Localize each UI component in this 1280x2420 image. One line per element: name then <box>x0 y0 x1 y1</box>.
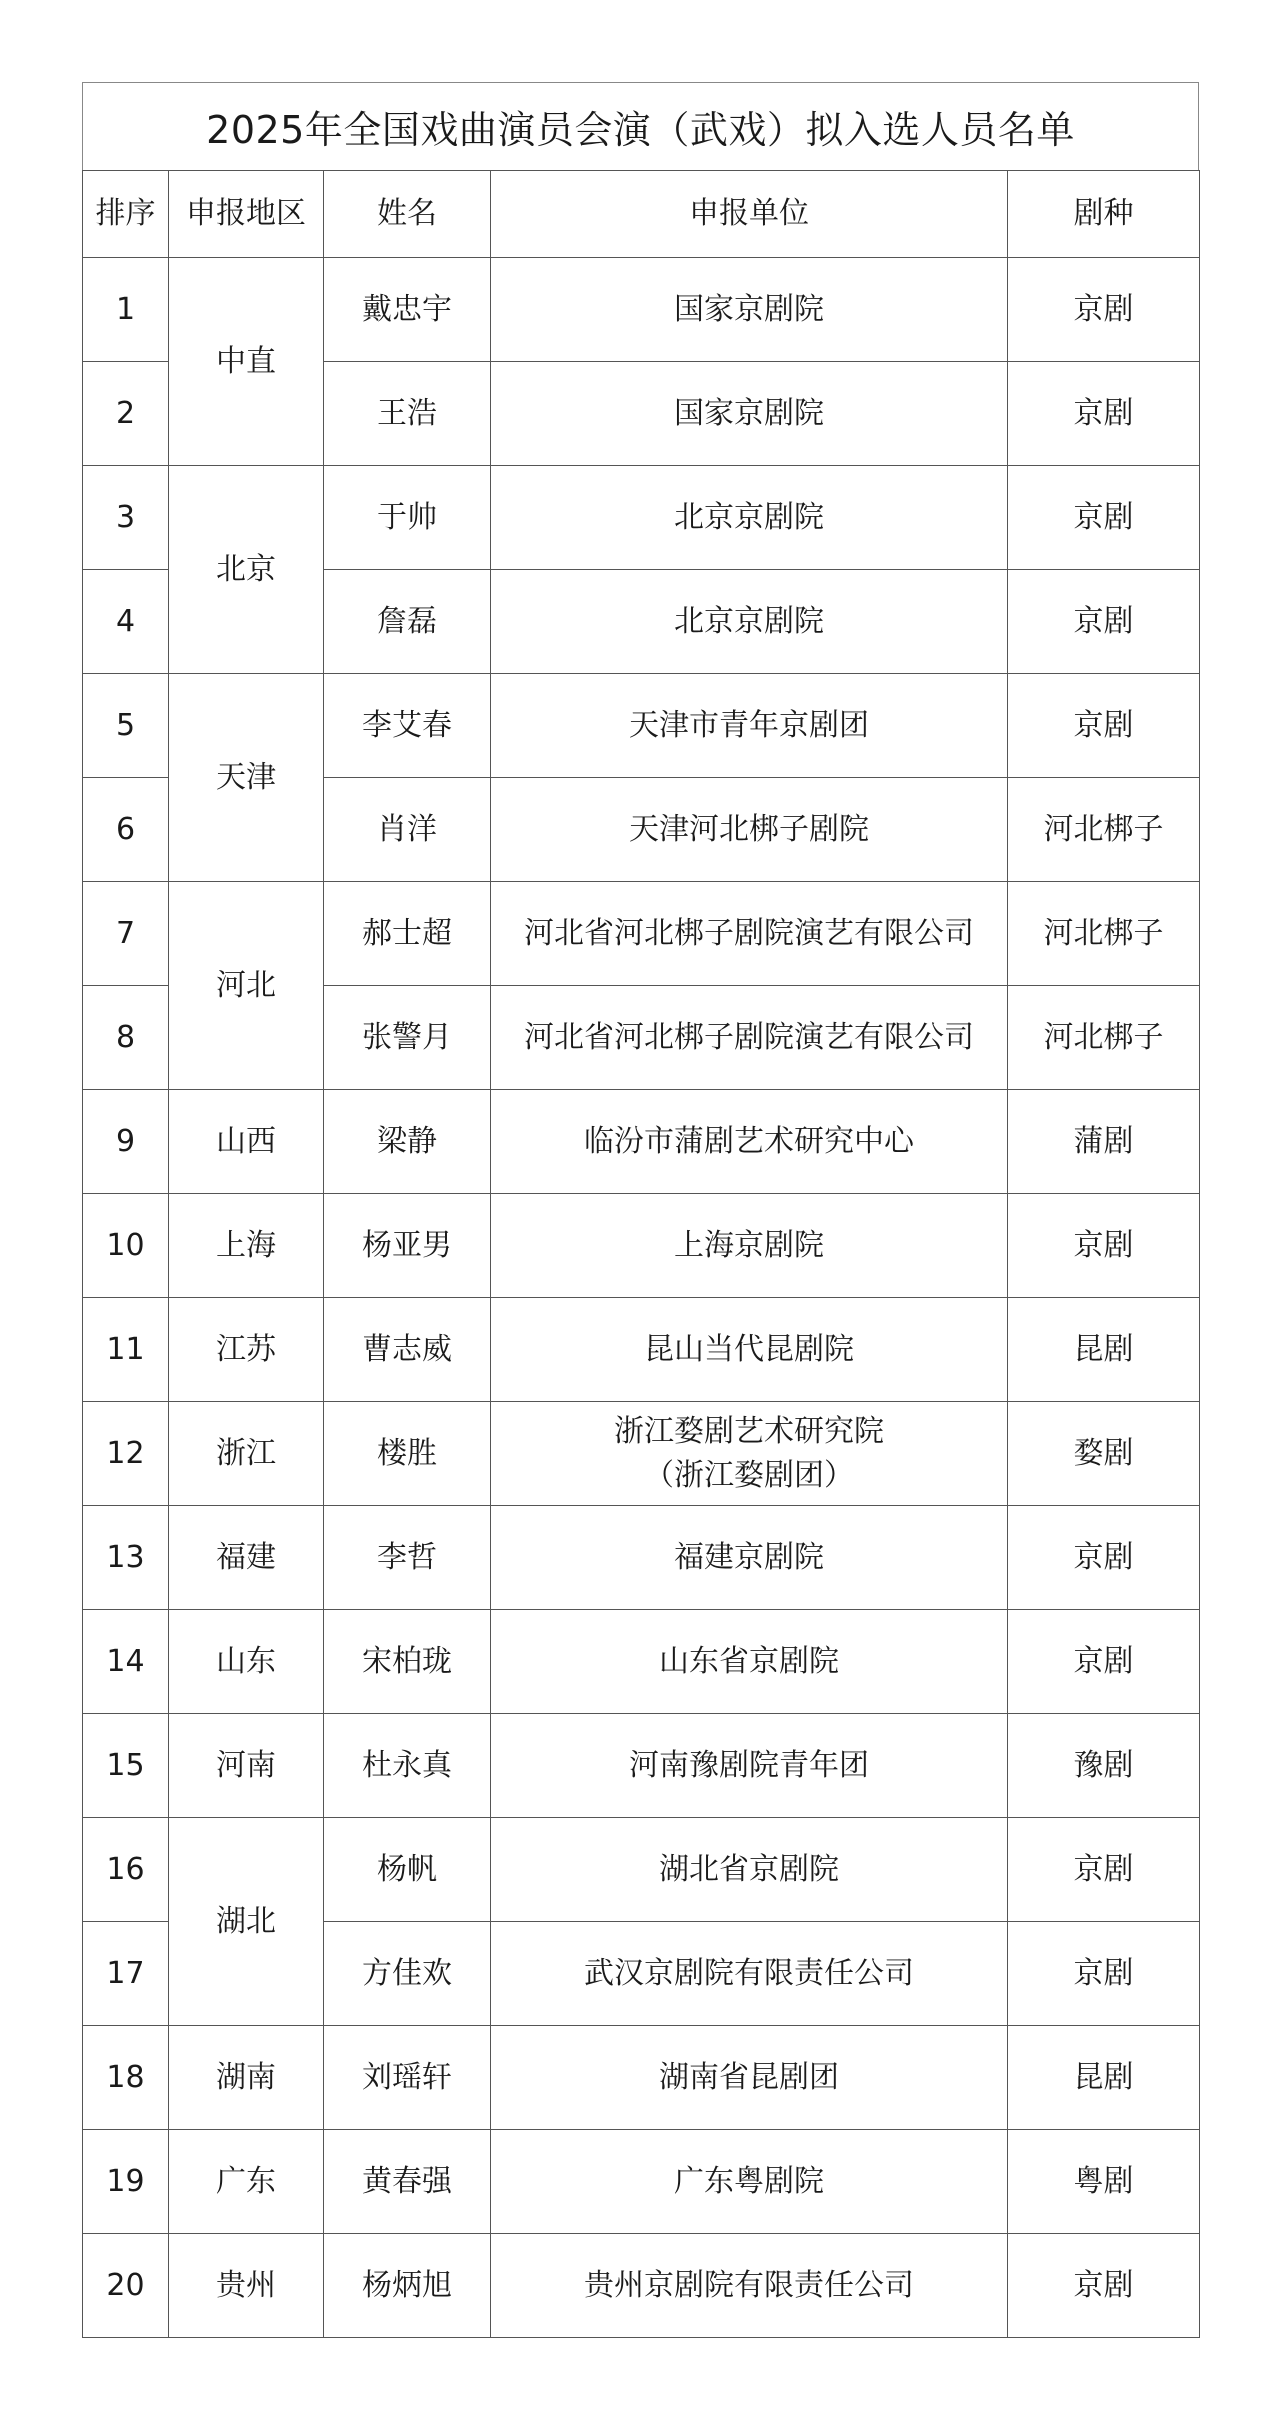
order-cell: 13 <box>83 1506 169 1610</box>
roster-table <box>82 170 1200 2338</box>
unit-cell: 上海京剧院 <box>491 1194 1008 1298</box>
unit-cell: 湖北省京剧院 <box>491 1818 1008 1922</box>
name-cell: 李哲 <box>324 1506 491 1610</box>
genre-cell: 蒲剧 <box>1008 1090 1200 1194</box>
table-row <box>83 882 1200 986</box>
order-cell: 10 <box>83 1194 169 1298</box>
name-cell: 张警月 <box>324 986 491 1090</box>
genre-cell: 昆剧 <box>1008 1298 1200 1402</box>
genre-cell: 京剧 <box>1008 674 1200 778</box>
table-row <box>83 258 1200 362</box>
order-cell: 6 <box>83 778 169 882</box>
region-cell: 湖南 <box>169 2026 324 2130</box>
genre-cell: 婺剧 <box>1008 1402 1200 1506</box>
name-cell: 杨亚男 <box>324 1194 491 1298</box>
unit-cell: 北京京剧院 <box>491 570 1008 674</box>
table-row <box>83 2130 1200 2234</box>
header-name: 姓名 <box>324 171 491 258</box>
genre-cell: 河北梆子 <box>1008 986 1200 1090</box>
name-cell: 楼胜 <box>324 1402 491 1506</box>
genre-cell: 京剧 <box>1008 1506 1200 1610</box>
region-cell: 湖北 <box>169 1818 324 2026</box>
unit-cell: 福建京剧院 <box>491 1506 1008 1610</box>
order-cell: 3 <box>83 466 169 570</box>
genre-cell: 豫剧 <box>1008 1714 1200 1818</box>
region-cell: 浙江 <box>169 1402 324 1506</box>
table-row <box>83 1090 1200 1194</box>
genre-cell: 京剧 <box>1008 258 1200 362</box>
table-row <box>83 1506 1200 1610</box>
name-cell: 杨帆 <box>324 1818 491 1922</box>
unit-cell <box>491 1402 1008 1506</box>
header-unit: 申报单位 <box>491 171 1008 258</box>
region-cell: 天津 <box>169 674 324 882</box>
genre-cell: 京剧 <box>1008 1922 1200 2026</box>
table-row <box>83 1298 1200 1402</box>
order-cell: 11 <box>83 1298 169 1402</box>
order-cell: 8 <box>83 986 169 1090</box>
unit-cell: 河北省河北梆子剧院演艺有限公司 <box>491 986 1008 1090</box>
unit-cell: 临汾市蒲剧艺术研究中心 <box>491 1090 1008 1194</box>
unit-line-2: （浙江婺剧团） <box>644 1457 854 1493</box>
name-cell: 杨炳旭 <box>324 2234 491 2338</box>
order-cell: 16 <box>83 1818 169 1922</box>
genre-cell: 粤剧 <box>1008 2130 1200 2234</box>
genre-cell: 昆剧 <box>1008 2026 1200 2130</box>
order-cell: 4 <box>83 570 169 674</box>
unit-cell: 天津市青年京剧团 <box>491 674 1008 778</box>
unit-cell: 河北省河北梆子剧院演艺有限公司 <box>491 882 1008 986</box>
table-row <box>83 2234 1200 2338</box>
order-cell: 14 <box>83 1610 169 1714</box>
name-cell: 詹磊 <box>324 570 491 674</box>
table-row <box>83 1610 1200 1714</box>
table-row <box>83 2026 1200 2130</box>
unit-cell: 国家京剧院 <box>491 258 1008 362</box>
region-cell: 中直 <box>169 258 324 466</box>
order-cell: 15 <box>83 1714 169 1818</box>
name-cell: 王浩 <box>324 362 491 466</box>
name-cell: 黄春强 <box>324 2130 491 2234</box>
order-cell: 9 <box>83 1090 169 1194</box>
unit-cell: 贵州京剧院有限责任公司 <box>491 2234 1008 2338</box>
name-cell: 于帅 <box>324 466 491 570</box>
document-title: 2025年全国戏曲演员会演（武戏）拟入选人员名单 <box>82 82 1199 170</box>
region-cell: 福建 <box>169 1506 324 1610</box>
unit-cell: 河南豫剧院青年团 <box>491 1714 1008 1818</box>
region-cell: 北京 <box>169 466 324 674</box>
genre-cell: 京剧 <box>1008 362 1200 466</box>
unit-cell: 北京京剧院 <box>491 466 1008 570</box>
name-cell: 曹志威 <box>324 1298 491 1402</box>
region-cell: 上海 <box>169 1194 324 1298</box>
table-row <box>83 674 1200 778</box>
order-cell: 2 <box>83 362 169 466</box>
order-cell: 5 <box>83 674 169 778</box>
table-row <box>83 1194 1200 1298</box>
order-cell: 17 <box>83 1922 169 2026</box>
header-genre: 剧种 <box>1008 171 1200 258</box>
roster-sheet <box>82 82 1199 2338</box>
table-row <box>83 466 1200 570</box>
unit-line-1: 浙江婺剧艺术研究院 <box>614 1414 884 1449</box>
unit-cell: 国家京剧院 <box>491 362 1008 466</box>
unit-cell: 湖南省昆剧团 <box>491 2026 1008 2130</box>
unit-cell: 昆山当代昆剧院 <box>491 1298 1008 1402</box>
unit-cell: 广东粤剧院 <box>491 2130 1008 2234</box>
name-cell: 刘瑶轩 <box>324 2026 491 2130</box>
name-cell: 方佳欢 <box>324 1922 491 2026</box>
genre-cell: 京剧 <box>1008 1610 1200 1714</box>
region-cell: 贵州 <box>169 2234 324 2338</box>
genre-cell: 京剧 <box>1008 570 1200 674</box>
region-cell: 山西 <box>169 1090 324 1194</box>
name-cell: 戴忠宇 <box>324 258 491 362</box>
header-region: 申报地区 <box>169 171 324 258</box>
name-cell: 肖洋 <box>324 778 491 882</box>
region-cell: 河北 <box>169 882 324 1090</box>
genre-cell: 河北梆子 <box>1008 778 1200 882</box>
unit-cell: 天津河北梆子剧院 <box>491 778 1008 882</box>
order-cell: 20 <box>83 2234 169 2338</box>
order-cell: 19 <box>83 2130 169 2234</box>
name-cell: 梁静 <box>324 1090 491 1194</box>
genre-cell: 京剧 <box>1008 1818 1200 1922</box>
header-row <box>83 171 1200 258</box>
name-cell: 李艾春 <box>324 674 491 778</box>
table-row <box>83 1714 1200 1818</box>
unit-cell: 山东省京剧院 <box>491 1610 1008 1714</box>
genre-cell: 京剧 <box>1008 1194 1200 1298</box>
table-row <box>83 1818 1200 1922</box>
table-row <box>83 1402 1200 1506</box>
name-cell: 宋柏珑 <box>324 1610 491 1714</box>
order-cell: 7 <box>83 882 169 986</box>
region-cell: 河南 <box>169 1714 324 1818</box>
order-cell: 12 <box>83 1402 169 1506</box>
region-cell: 广东 <box>169 2130 324 2234</box>
order-cell: 18 <box>83 2026 169 2130</box>
order-cell: 1 <box>83 258 169 362</box>
name-cell: 郝士超 <box>324 882 491 986</box>
name-cell: 杜永真 <box>324 1714 491 1818</box>
genre-cell: 河北梆子 <box>1008 882 1200 986</box>
region-cell: 山东 <box>169 1610 324 1714</box>
region-cell: 江苏 <box>169 1298 324 1402</box>
header-order: 排序 <box>83 171 169 258</box>
genre-cell: 京剧 <box>1008 2234 1200 2338</box>
unit-cell: 武汉京剧院有限责任公司 <box>491 1922 1008 2026</box>
genre-cell: 京剧 <box>1008 466 1200 570</box>
